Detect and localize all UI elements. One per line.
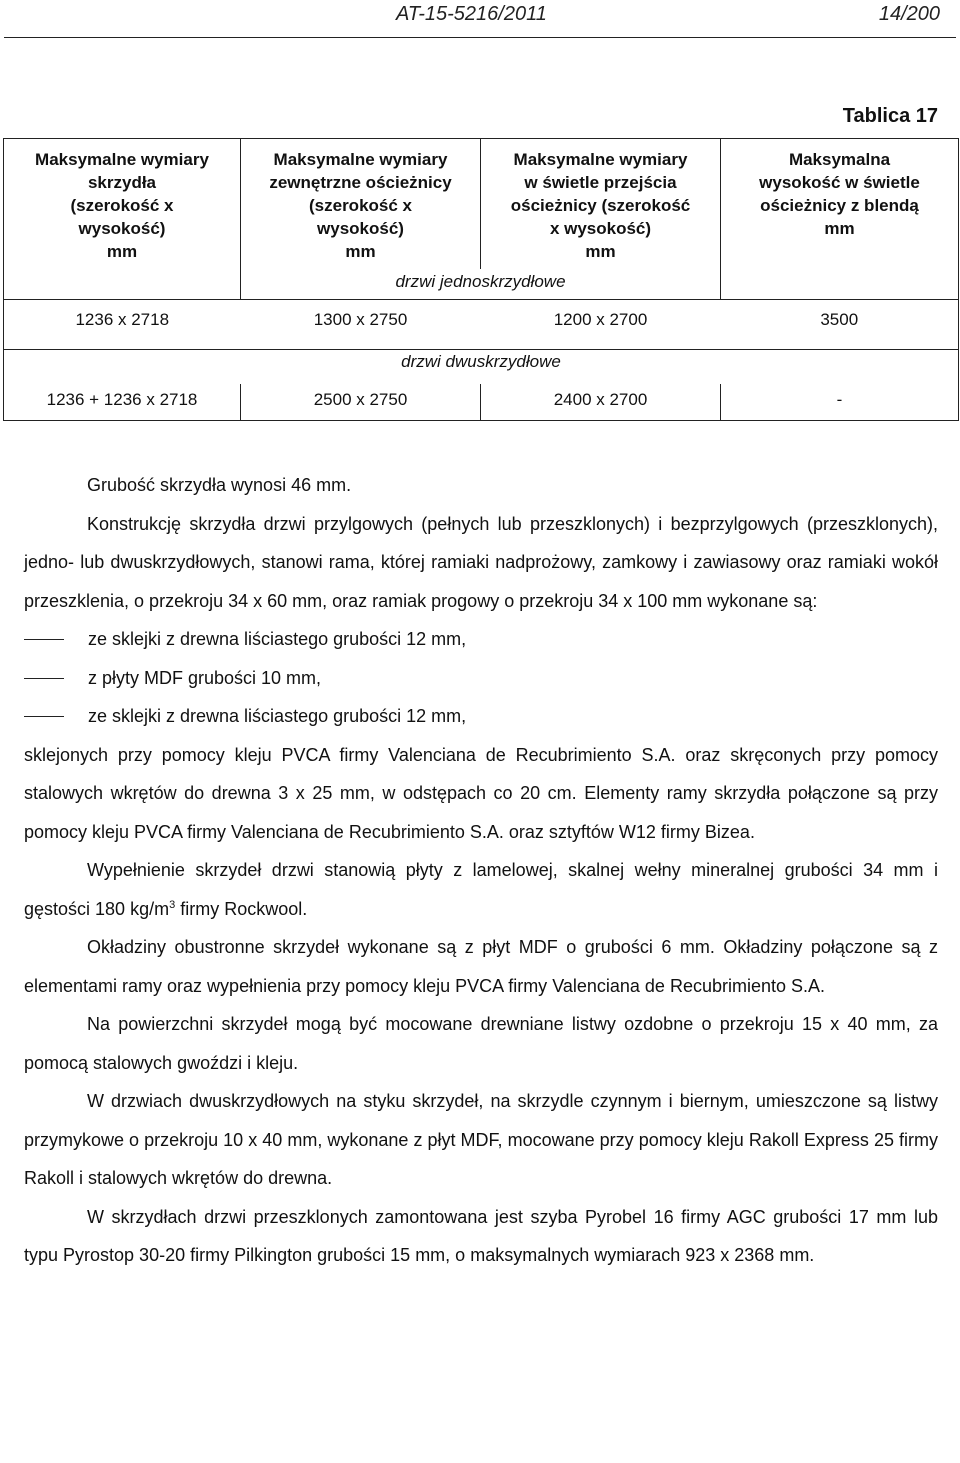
paragraph-construction: Konstrukcję skrzydła drzwi przylgowych (pełnych lub przeszklonych) i bezprzylgowych (przeszklonych), jedno- lub dwuskrzydłowych, stanowi rama, której ramiaki nadprożowy, zamkowy i zawiasowy oraz ramiaki wokół przeszklenia, o przekroju 34 x 60 mm, oraz ramiak progowy o przekroju 34 x 100 mm wykonane są:	[24, 513, 938, 611]
paragraph-cladding: Okładziny obustronne skrzydeł wykonane są z płyt MDF o grubości 6 mm. Okładziny połączone są z elementami ramy oraz wypełnienia przy pomocy kleju PVCA firmy Valenciana de Recubrimiento S.A.	[24, 937, 938, 996]
list-item: ze sklejki z drewna liściastego grubości 12 mm,	[24, 697, 938, 736]
paragraph-glued: sklejonych przy pomocy kleju PVCA firmy Valenciana de Recubrimiento S.A. oraz skręconych przy pomocy stalowych wkrętów do drewna 3 x 25 mm, w odstępach co 20 cm. Elementy ramy skrzydła połączone są przy pomocy kleju PVCA firmy Valenciana de Recubrimiento S.A. oraz sztyftów W12 firmy Bizea.	[24, 744, 938, 842]
paragraph-filling: Wypełnienie skrzydeł drzwi stanowią płyty z lamelowej, skalnej wełny mineralnej grubości 34 mm i gęstości 180 $kg/m^3$ firmy Rockwool.	[24, 860, 938, 919]
page-number: 14/200	[878, 3, 940, 25]
dash-bullet	[24, 716, 64, 717]
body-text	[24, 466, 938, 1275]
dash-bullet	[24, 678, 64, 679]
table-caption: Tablica 17	[842, 105, 938, 127]
section-label-double-leaf: drzwi dwuskrzydłowe	[4, 350, 959, 385]
header-cell-clear-opening: Maksymalne wymiary w świetle przejścia ościeżnicy (szerokość x wysokość) mm	[481, 139, 721, 270]
table-header-row	[4, 139, 959, 270]
dash-bullet	[24, 639, 64, 640]
dimensions-table	[3, 138, 959, 421]
paragraph-double-leaf: W drzwiach dwuskrzydłowych na styku skrzydeł, na skrzydle czynnym i biernym, umieszczone są listwy przymykowe o przekroju 10 x 40 mm, wykonane z płyt MDF, mocowane przy pomocy kleju Rakoll Express 25 firmy Rakoll i stalowych wkrętów do drewna.	[24, 1091, 938, 1188]
header-cell-max-height: Maksymalna wysokość w świetle ościeżnicy z blendą mm	[721, 139, 959, 300]
section-label-row-double	[4, 350, 959, 385]
table-row	[4, 300, 959, 350]
table-cell: 1200 x 2700	[481, 300, 721, 350]
paragraph-surface-strips: Na powierzchni skrzydeł mogą być mocowane drewniane listwy ozdobne o przekroju 15 x 40 mm, za pomocą stalowych gwoździ i kleju.	[24, 1014, 938, 1073]
table-cell: 2500 x 2750	[241, 384, 481, 421]
table-cell: 1236 x 2718	[4, 300, 241, 350]
table-cell: 1300 x 2750	[241, 300, 481, 350]
table-cell: 1236 + 1236 x 2718	[4, 384, 241, 421]
page-header	[0, 0, 960, 40]
material-list	[24, 620, 938, 736]
header-cell-frame-external: Maksymalne wymiary zewnętrzne ościeżnicy (szerokość x wysokość) mm	[241, 139, 481, 270]
header-rule	[4, 37, 956, 38]
table-cell: 3500	[721, 300, 959, 350]
paragraph-leaf-thickness: Grubość skrzydła wynosi 46 mm.	[87, 475, 352, 495]
document-id: AT-15-5216/2011	[396, 3, 547, 25]
section-label-single-leaf: drzwi jednoskrzydłowe	[241, 269, 721, 300]
header-cell-leaf-dimensions: Maksymalne wymiary skrzydła (szerokość x wysokość) mm	[4, 139, 241, 300]
paragraph-glazing: W skrzydłach drzwi przeszklonych zamontowana jest szyba Pyrobel 16 firmy AGC grubości 17 mm lub typu Pyrostop 30-20 firmy Pilkington grubości 15 mm, o maksymalnych wymiarach 923 x 2368 mm.	[24, 1206, 938, 1265]
table-row	[4, 384, 959, 421]
list-item: ze sklejki z drewna liściastego grubości 12 mm,	[24, 620, 938, 659]
list-item: z płyty MDF grubości 10 mm,	[24, 659, 938, 698]
table-cell: -	[721, 384, 959, 421]
table-cell: 2400 x 2700	[481, 384, 721, 421]
